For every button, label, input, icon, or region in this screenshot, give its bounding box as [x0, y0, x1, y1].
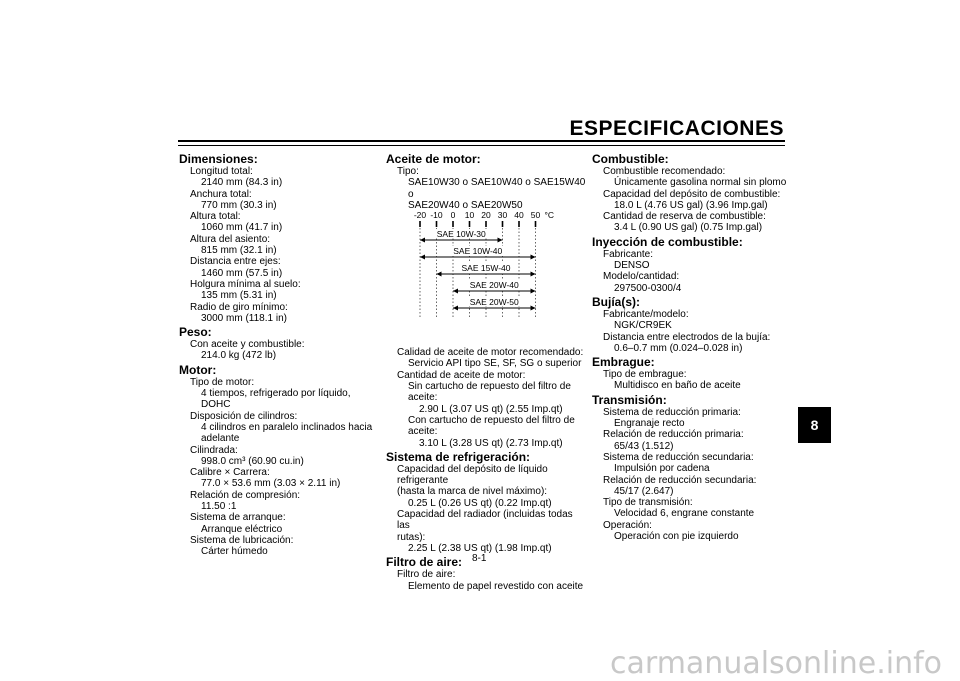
spec-value: SAE20W40 o SAE20W50	[408, 199, 523, 211]
spec-label: Tipo de motor:	[190, 376, 255, 388]
spec-label: Cilindrada:	[190, 444, 238, 456]
spec-label: Combustible recomendado:	[603, 166, 726, 177]
chart-tick-label: -20	[413, 210, 427, 220]
spec-label: Filtro de aire:	[397, 569, 456, 581]
spec-value: adelante	[201, 433, 240, 445]
spec-value: 11.50 :1	[201, 501, 237, 513]
spec-label: Sistema de arranque:	[190, 512, 286, 524]
chart-grade-arrow	[531, 289, 536, 294]
chapter-tab: 8	[798, 407, 831, 443]
spec-value: 4 cilindros en paralelo inclinados hacia	[201, 421, 373, 433]
column-right	[592, 151, 787, 542]
spec-value: 3000 mm (118.1 in)	[201, 312, 287, 324]
spec-value: 1460 mm (57.5 in)	[201, 267, 283, 279]
header-rule-thin	[178, 145, 785, 146]
chart-grade-label: SAE 20W-40	[469, 280, 519, 290]
spec-label: Con aceite y combustible:	[190, 339, 305, 351]
spec-label: Operación:	[603, 519, 652, 531]
spec-label: Tipo de transmisión:	[603, 497, 693, 509]
spec-value: Arranque eléctrico	[201, 523, 283, 535]
spec-label: Modelo/cantidad:	[603, 271, 680, 283]
spec-value: Operación con pie izquierdo	[614, 531, 739, 543]
spec-label: Longitud total:	[190, 166, 253, 177]
section-heading-peso: Peso:	[179, 325, 212, 340]
spec-value: 4 tiempos, refrigerado por líquido, DOHC	[201, 388, 351, 411]
spec-value: 770 mm (30.3 in)	[201, 199, 277, 211]
spec-value: Servicio API tipo SE, SF, SG o superior	[408, 358, 582, 370]
chart-grade-arrow	[453, 306, 458, 311]
watermark: carmanualsonline.info	[610, 646, 942, 681]
spec-value: 2.25 L (2.38 US qt) (1.98 Imp.qt)	[408, 542, 552, 554]
section-heading-bujia: Bujía(s):	[592, 294, 640, 309]
spec-value: Elemento de papel revestido con aceite	[408, 580, 584, 592]
spec-label: Relación de reducción primaria:	[603, 429, 744, 441]
spec-label: Fabricante:	[603, 248, 654, 260]
spec-value: Engranaje recto	[614, 418, 685, 430]
section-heading-refrigeracion: Sistema de refrigeración:	[386, 449, 531, 464]
spec-label: Sistema de lubricación:	[190, 534, 294, 546]
spec-label: (hasta la marca de nivel máximo):	[397, 486, 548, 498]
chart-grade-arrow	[531, 272, 536, 277]
spec-value: 2.90 L (3.07 US qt) (2.55 Imp.qt)	[419, 403, 563, 415]
spec-value: 0.25 L (0.26 US qt) (0.22 Imp.qt)	[408, 497, 552, 509]
spec-value: Impulsión por cadena	[614, 463, 710, 475]
chart-unit-label: °C	[544, 210, 555, 220]
spec-label: Tipo de embrague:	[603, 369, 687, 381]
spec-value: 998.0 cm³ (60.90 cu.in)	[201, 455, 304, 467]
spec-value: Cárter húmedo	[201, 546, 268, 558]
spec-value: 815 mm (32.1 in)	[201, 245, 277, 257]
spec-value: Multidisco en baño de aceite	[614, 380, 741, 392]
spec-label: Distancia entre ejes:	[190, 256, 281, 268]
column-left	[179, 151, 374, 558]
spec-label: aceite:	[408, 426, 438, 438]
spec-value: 65/43 (1.512)	[614, 440, 674, 452]
chart-grade-arrow	[437, 272, 442, 277]
spec-label: Capacidad del radiador (incluidas todas las	[397, 509, 573, 532]
chart-tick-label: 40	[514, 210, 524, 220]
spec-label: Distancia entre electrodos de la bujía:	[603, 331, 771, 343]
spec-label: Cantidad de aceite de motor:	[397, 369, 526, 381]
oil-viscosity-chart	[406, 208, 556, 320]
spec-value: SAE10W30 o SAE10W40 o SAE15W40 o	[408, 177, 586, 200]
spec-value: 1060 mm (41.7 in)	[201, 222, 283, 234]
chart-grade-arrow	[531, 255, 536, 260]
spec-label: Sin cartucho de repuesto del filtro de	[408, 381, 571, 393]
chart-grade-label: SAE 10W-30	[436, 229, 486, 239]
spec-label: Con cartucho de repuesto del filtro de	[408, 414, 575, 426]
spec-label: Disposición de cilindros:	[190, 410, 298, 422]
chart-grade-arrow	[453, 289, 458, 294]
section-heading-embrague: Embrague:	[592, 355, 655, 370]
spec-value: 3.4 L (0.90 US gal) (0.75 Imp.gal)	[614, 222, 763, 234]
spec-label: Fabricante/modelo:	[603, 308, 689, 320]
chart-tick-label: 50	[530, 210, 541, 220]
chart-grade-arrow	[420, 238, 425, 243]
spec-value: 297500-0300/4	[614, 282, 682, 294]
section-heading-dimensiones: Dimensiones:	[179, 152, 258, 166]
section-heading-transmision: Transmisión:	[592, 392, 667, 407]
chart-grade-arrow	[531, 306, 536, 311]
spec-value: 135 mm (5.31 in)	[201, 290, 277, 302]
spec-value: Únicamente gasolina normal sin plomo	[614, 177, 787, 189]
spec-label: Altura del asiento:	[190, 233, 271, 245]
section-heading-inyeccion: Inyección de combustible:	[592, 234, 743, 249]
chart-tick-label: 20	[481, 210, 491, 220]
spec-value: NGK/CR9EK	[614, 320, 672, 332]
section-heading-filtro: Filtro de aire:	[386, 555, 463, 570]
page-number: 8-1	[472, 553, 487, 564]
spec-label: rutas):	[397, 531, 426, 543]
spec-label: Radio de giro mínimo:	[190, 301, 288, 313]
chart-tick-label: -10	[430, 210, 443, 220]
chart-tick-label: 0	[450, 210, 456, 220]
spec-value: 214.0 kg (472 lb)	[201, 350, 277, 362]
chart-grade-arrow	[498, 238, 503, 243]
chart-grade-label: SAE 15W-40	[461, 263, 511, 273]
chart-grade-label: SAE 10W-40	[453, 246, 503, 256]
section-heading-combustible: Combustible:	[592, 152, 669, 166]
spec-label: Holgura mínima al suelo:	[190, 278, 301, 290]
spec-value: 0.6–0.7 mm (0.024–0.028 in)	[614, 342, 743, 354]
spec-value: DENSO	[614, 260, 650, 272]
spec-label: Relación de reducción secundaria:	[603, 474, 757, 486]
spec-label: Altura total:	[190, 211, 241, 223]
section-heading-aceite: Aceite de motor:	[386, 152, 481, 166]
spec-value: 77.0 × 53.6 mm (3.03 × 2.11 in)	[201, 478, 341, 490]
section-heading-motor: Motor:	[179, 362, 217, 377]
chart-grade-arrow	[420, 255, 425, 260]
spec-label: Calibre × Carrera:	[190, 467, 270, 479]
spec-label: Tipo:	[397, 166, 419, 177]
spec-value: 2140 mm (84.3 in)	[201, 177, 283, 189]
spec-label: aceite:	[408, 392, 438, 404]
spec-label: Capacidad del depósito de líquido refrigerante	[397, 463, 548, 487]
header-rule	[178, 140, 785, 142]
spec-label: Sistema de reducción primaria:	[603, 406, 741, 418]
spec-label: Capacidad del depósito de combustible:	[603, 188, 781, 200]
spec-label: Relación de compresión:	[190, 489, 301, 501]
spec-label: Sistema de reducción secundaria:	[603, 451, 754, 463]
spec-value: 45/17 (2.647)	[614, 485, 674, 497]
chart-tick-label: 10	[464, 210, 475, 220]
chart-tick-label: 30	[497, 210, 508, 220]
spec-value: Velocidad 6, engrane constante	[614, 508, 755, 520]
spec-value: 18.0 L (4.76 US gal) (3.96 Imp.gal)	[614, 199, 768, 211]
page-title: ESPECIFICACIONES	[569, 117, 784, 140]
spec-label: Anchura total:	[190, 188, 252, 200]
spec-value: 3.10 L (3.28 US qt) (2.73 Imp.qt)	[419, 437, 563, 449]
spec-label: Calidad de aceite de motor recomendado:	[397, 347, 584, 359]
chart-grade-label: SAE 20W-50	[469, 297, 519, 307]
spec-label: Cantidad de reserva de combustible:	[603, 211, 766, 223]
